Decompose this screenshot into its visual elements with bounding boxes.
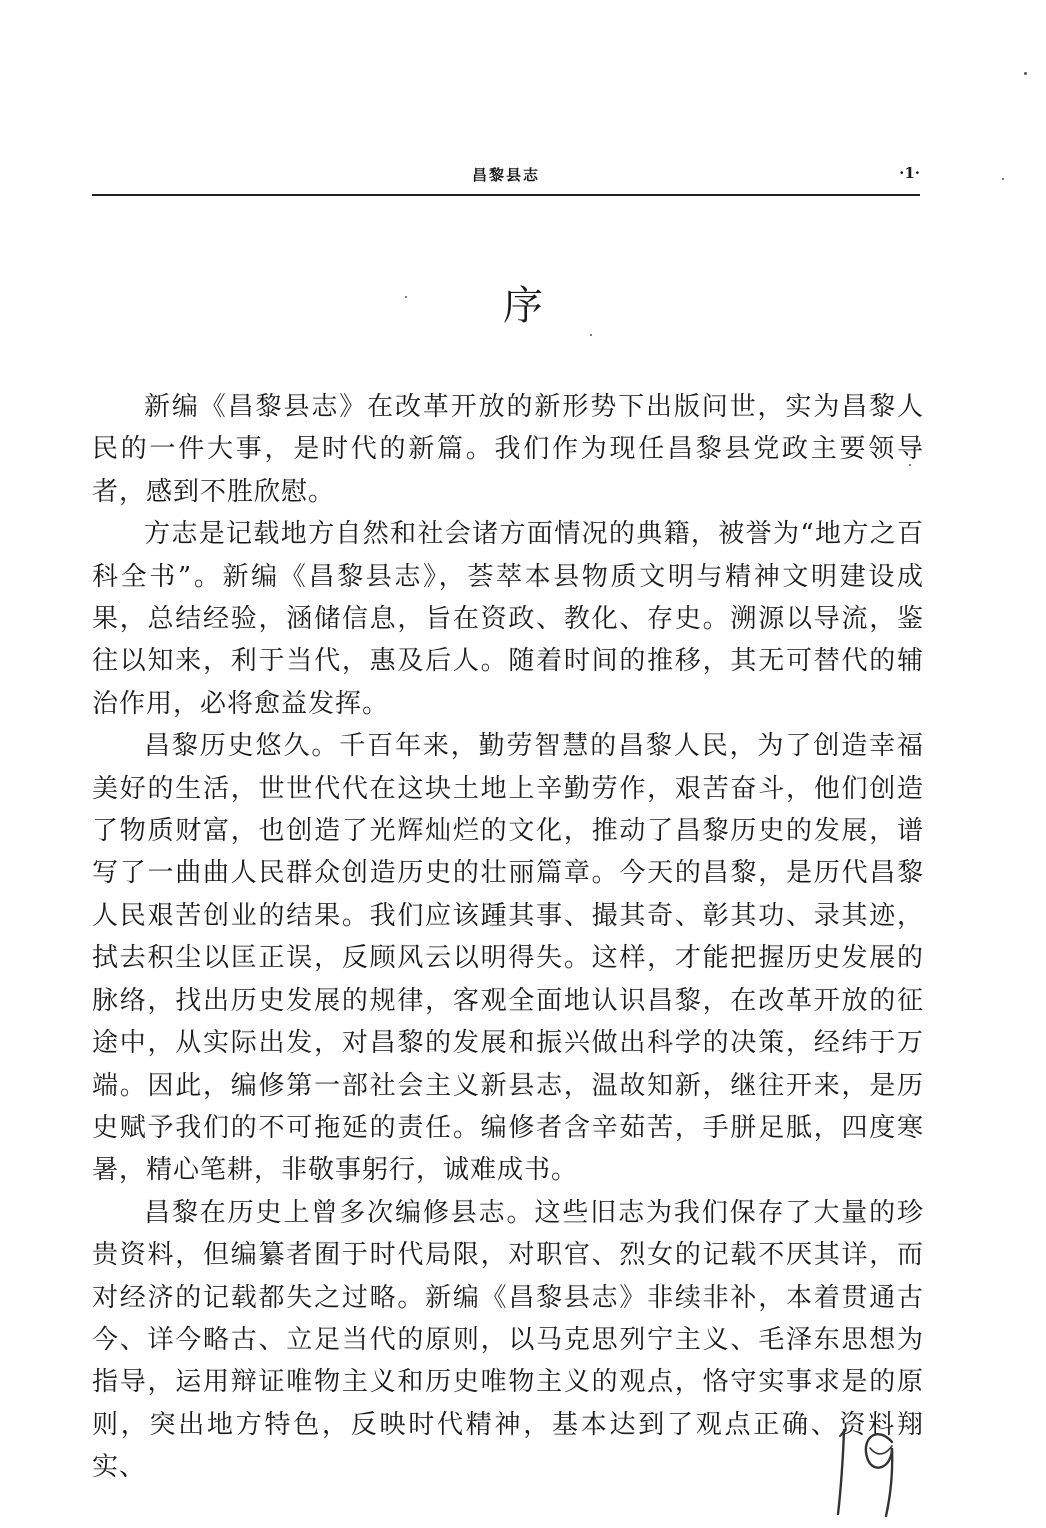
handwritten-page-mark bbox=[830, 1418, 920, 1518]
paragraph: 方志是记载地方自然和社会诸方面情况的典籍，被誉为“地方之百科全书”。新编《昌黎县志》，荟萃本县物质文明与精神文明建设成果，总结经验，涵储信息，旨在资政、教化、存史。溯源以导流，鉴往以知来，利于当代，惠及后人。随着时间的推移，其无可替代的辅治作用，必将愈益发挥。 bbox=[92, 519, 924, 719]
paragraph: 昌黎历史悠久。千百年来，勤劳智慧的昌黎人民，为了创造幸福美好的生活，世世代代在这块土地上辛勤劳作，艰苦奋斗，他们创造了物质财富，也创造了光辉灿烂的文化，推动了昌黎历史的发展，谱写了一曲曲人民群众创造历史的壮丽篇章。今天的昌黎，是历代昌黎人民艰苦创业的结果。我们应该踵其事、撮其奇、彰其功、录其迹，拭去积尘以匡正误，反顾风云以明得失。这样，才能把握历史发展的脉络，找出历史发展的规律，客观全面地认识昌黎，在改革开放的征途中，从实际出发，对昌黎的发展和振兴做出科学的决策，经纬于万端。因此，编修第一部社会主义新县志，温故知新，继往开来，是历史赋予我们的不可拖延的责任。编修者含辛茹苦，手胼足胝，四度寒暑，精心笔耕，非敬事躬行，诚难成书。 bbox=[92, 731, 924, 1186]
paragraph: 昌黎在历史上曾多次编修县志。这些旧志为我们保存了大量的珍贵资料，但编纂者囿于时代局限，对职官、烈女的记载不厌其详，而对经济的记载都失之过略。新编《昌黎县志》非续非补，本着贯通古今、详今略古、立足当代的原则，以马克思列宁主义、毛泽东思想为指导，运用辩证唯物主义和历史唯物主义的观点，恪守实事求是的原则，突出地方特色，反映时代精神，基本达到了观点正确、资料翔实、 bbox=[92, 1197, 924, 1483]
page-title: 序 bbox=[503, 283, 543, 329]
page-header bbox=[92, 158, 920, 196]
body-text bbox=[92, 386, 924, 1489]
page-number: ·1· bbox=[899, 164, 920, 182]
scan-speck bbox=[405, 296, 407, 298]
scan-speck bbox=[1024, 72, 1027, 75]
scan-speck bbox=[590, 334, 592, 336]
running-title: 昌黎县志 bbox=[471, 166, 540, 184]
paragraph: 新编《昌黎县志》在改革开放的新形势下出版问世，实为昌黎人民的一件大事，是时代的新篇。我们作为现任昌黎县党政主要领导者，感到不胜欣慰。 bbox=[92, 392, 924, 507]
scan-speck bbox=[909, 464, 911, 466]
scan-speck bbox=[1002, 178, 1004, 180]
